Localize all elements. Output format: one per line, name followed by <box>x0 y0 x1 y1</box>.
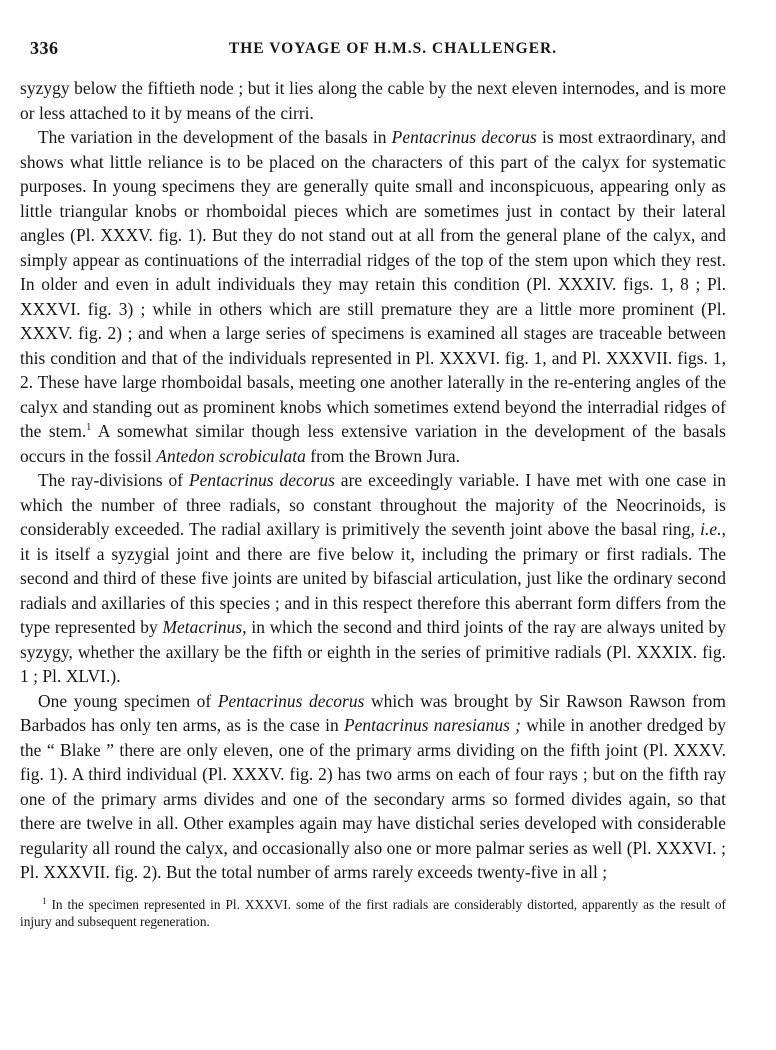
page-number: 336 <box>30 38 59 58</box>
paragraph <box>20 689 726 885</box>
footnote-text: In the specimen represented in Pl. XXXVI. some of the first radials are considerably distorted, apparently as the result of injury and subsequent regeneration. <box>20 896 726 929</box>
footnote <box>20 896 726 930</box>
running-head <box>20 38 726 60</box>
italic-term: Pentacrinus decorus <box>391 127 537 147</box>
text-run: while in another dredged by the “ Blake ” there are only eleven, one of the primary arms dividing on the fifth joint (Pl. XXXV. fig. 1). A third individual (Pl. XXXV. fig. 2) has two arms on each of four rays ; but on the fifth ray one of the primary arms divides and one of the secondary arms so formed divides again, so that there are twelve in all. Other examples again may have distichal series developed with considerable regularity all round the calyx, and occasionally also one or more palmar series as well (Pl. XXXVI. ; Pl. XXXVII. fig. 2). But the total number of arms rarely exceeds twenty-five in all ; <box>20 715 726 882</box>
body-text <box>20 76 726 885</box>
text-run: syzygy below the fiftieth node ; but it lies along the cable by the next eleven internodes, and is more or less attached to it by means of the cirri. <box>20 78 726 123</box>
text-run: , it is itself a syzygial joint and there are five below it, including the primary or first radials. The second and third of these five joints are united by bifascial articulation, just like the ordinary second radials and axillaries of this species ; and in this respect therefore this aberrant form differs from the type represented by <box>20 519 726 637</box>
italic-term: Metacrinus <box>162 617 243 637</box>
italic-term: Pentacrinus decorus <box>188 470 335 490</box>
text-run: is most extraordinary, and shows what little reliance is to be placed on the characters of this part of the calyx for systematic purposes. In young specimens they are generally quite small and inconspicuous, appearing only as little triangular knobs or rhomboidal pieces which are sometimes just in contact by their lateral angles (Pl. XXXV. fig. 1). But they do not stand out at all from the general plane of the calyx, and simply appear as continuations of the interradial ridges of the top of the stem upon which they rest. In older and even in adult individuals they may retain this condition (Pl. XXXIV. figs. 1, 8 ; Pl. XXXVI. fig. 3) ; while in others which are still premature they are a little more prominent (Pl. XXXV. fig. 2) ; and when a large series of specimens is examined all stages are traceable between this condition and that of the individuals represented in Pl. XXXVI. fig. 1, and Pl. XXXVII. figs. 1, 2. These have large rhomboidal basals, meeting one another laterally in the re-entering angles of the calyx and standing out as prominent knobs which sometimes extend beyond the interradial ridges of the stem. <box>20 127 726 441</box>
text-run: The ray-divisions of <box>38 470 189 490</box>
italic-term: Antedon scrobiculata <box>156 445 306 466</box>
text-run: are exceedingly variable. I have met with one case in which the number of three radials, so constant throughout the majority of the Neocrinoids, is considerably exceeded. The radial axillary is primitively the seventh joint above the basal ring, <box>20 470 726 539</box>
paragraph <box>20 76 726 125</box>
text-run: , in which the second and third joints of the ray are always united by syzygy, whether the axillary be the fifth or eighth in the series of primitive radials (Pl. XXXIX. fig. 1 ; Pl. XLVI.). <box>20 617 726 686</box>
text-run: which was brought by Sir Rawson Rawson from Barbados has only ten arms, as is the case in <box>20 690 726 735</box>
italic-term: i.e. <box>700 519 722 539</box>
italic-term: Pentacrinus naresianus ; <box>343 715 522 735</box>
footnote-reference: 1 <box>86 422 92 433</box>
italic-term: Pentacrinus decorus <box>217 690 365 711</box>
text-run: The variation in the development of the basals in <box>38 127 392 147</box>
text-run: A somewhat similar though less extensive variation in the development of the basals occurs in the fossil <box>20 421 726 466</box>
running-title: THE VOYAGE OF H.M.S. CHALLENGER. <box>228 40 558 57</box>
text-run: One young specimen of <box>38 690 218 711</box>
paragraph <box>20 468 726 689</box>
paragraph <box>20 125 726 468</box>
text-run: from the Brown Jura. <box>305 445 461 466</box>
footnote-marker: 1 <box>42 895 47 906</box>
document-page <box>20 38 726 930</box>
